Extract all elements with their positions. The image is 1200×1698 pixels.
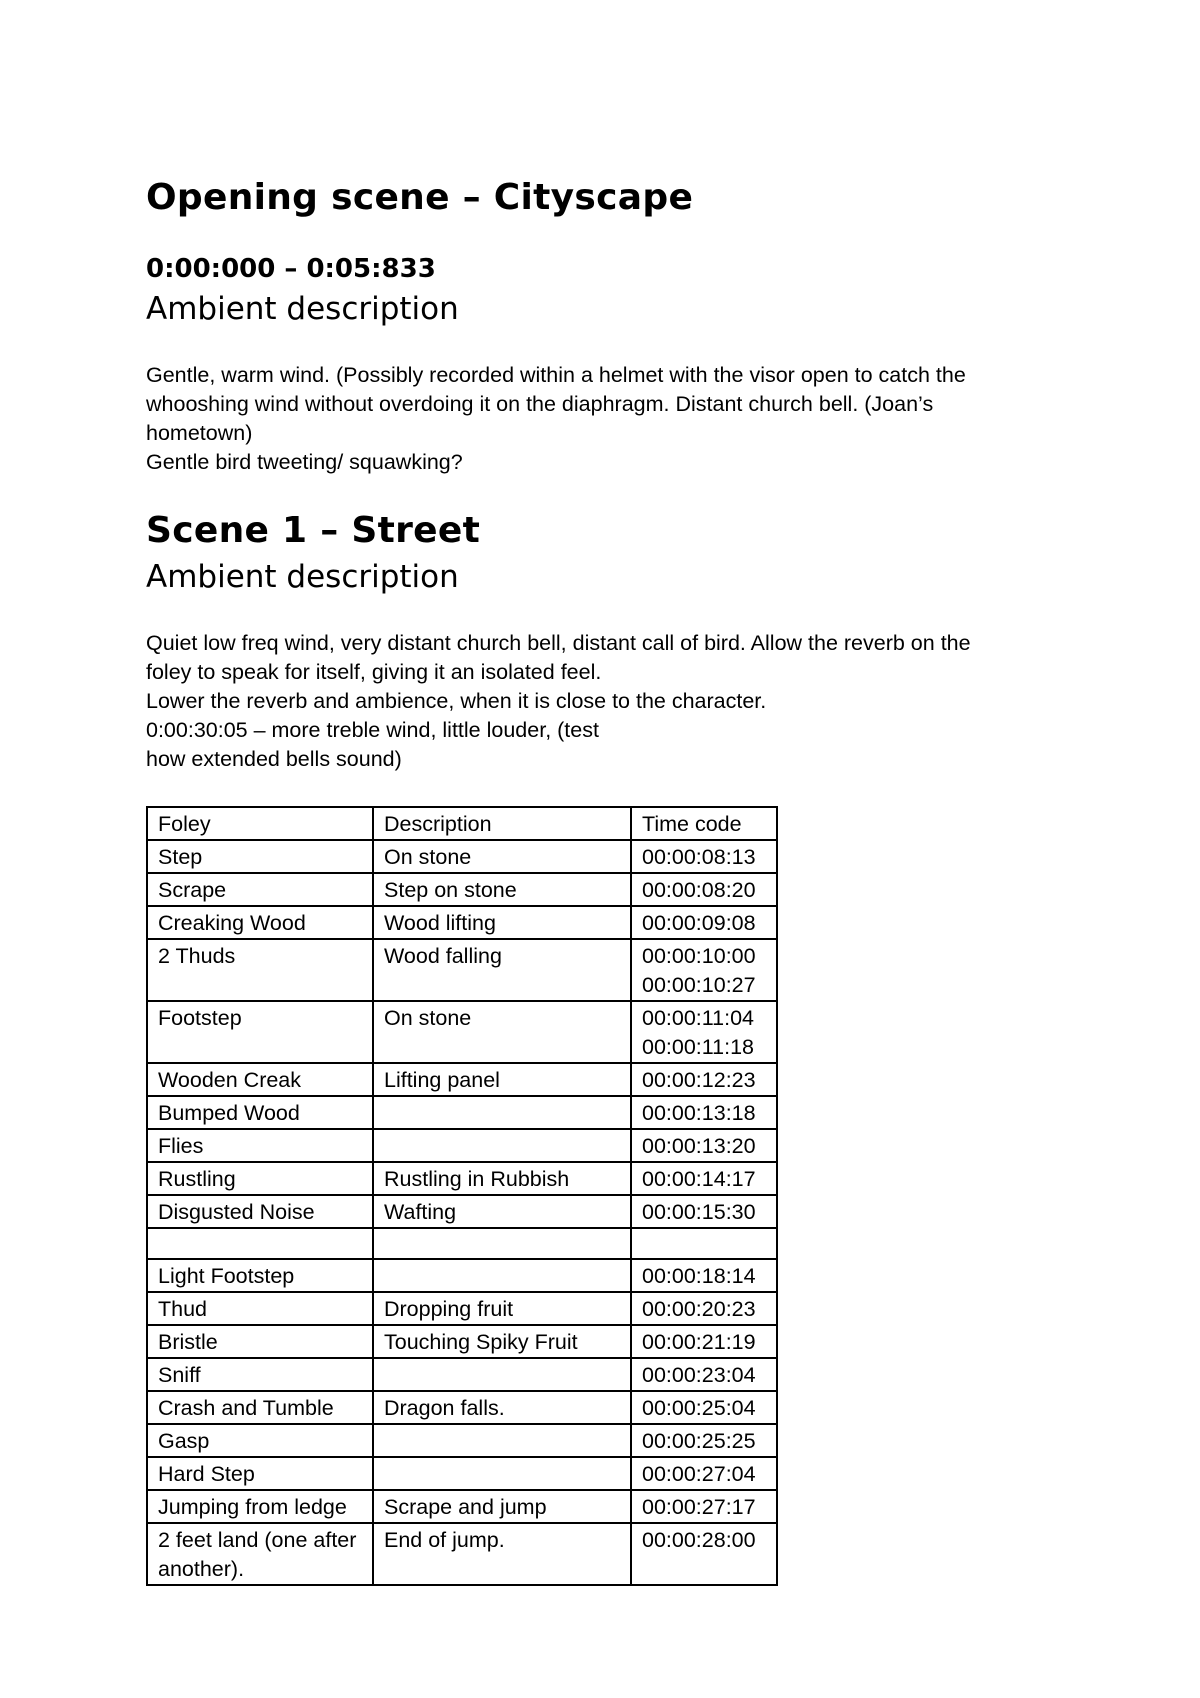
time-code: 00:00:11:18 bbox=[642, 1035, 754, 1059]
time-code: 00:00:09:08 bbox=[642, 911, 756, 935]
cell-time-code bbox=[631, 1292, 777, 1325]
cell-time-code bbox=[631, 1457, 777, 1490]
cell-description: Dropping fruit bbox=[373, 1292, 631, 1325]
time-code: 00:00:08:20 bbox=[642, 878, 756, 902]
text-line: hometown) bbox=[146, 421, 253, 445]
cell-description: On stone bbox=[373, 1001, 631, 1063]
time-code: 00:00:10:27 bbox=[642, 973, 756, 997]
header-description: Description bbox=[373, 807, 631, 840]
scene1-ambient-description bbox=[146, 629, 1046, 774]
cell-description bbox=[373, 1457, 631, 1490]
text-line: Gentle bird tweeting/ squawking? bbox=[146, 450, 463, 474]
table-row bbox=[147, 1129, 777, 1162]
time-code: 00:00:28:00 bbox=[642, 1528, 756, 1552]
time-code: 00:00:13:18 bbox=[642, 1101, 756, 1125]
opening-ambient-heading: Ambient description bbox=[146, 291, 459, 327]
cell-time-code bbox=[631, 1523, 777, 1585]
cell-foley: Thud bbox=[147, 1292, 373, 1325]
text-line: Lower the reverb and ambience, when it is close to the character. bbox=[146, 689, 767, 713]
cell-time-code bbox=[631, 1162, 777, 1195]
table-row bbox=[147, 1424, 777, 1457]
time-code: 00:00:14:17 bbox=[642, 1167, 756, 1191]
cell-description bbox=[373, 1096, 631, 1129]
cell-description: Wood lifting bbox=[373, 906, 631, 939]
time-code: 00:00:11:04 bbox=[642, 1006, 754, 1030]
text-line: 0:00:30:05 – more treble wind, little louder, (test bbox=[146, 718, 599, 742]
table-row bbox=[147, 1457, 777, 1490]
cell-time-code bbox=[631, 1259, 777, 1292]
cell-time-code bbox=[631, 1358, 777, 1391]
table-row bbox=[147, 1063, 777, 1096]
table-row bbox=[147, 1096, 777, 1129]
time-code: 00:00:08:13 bbox=[642, 845, 756, 869]
time-code: 00:00:25:25 bbox=[642, 1429, 756, 1453]
cell-time-code bbox=[631, 1490, 777, 1523]
time-code: 00:00:18:14 bbox=[642, 1264, 756, 1288]
time-code: 00:00:13:20 bbox=[642, 1134, 756, 1158]
text-line: whooshing wind without overdoing it on the diaphragm. Distant church bell. (Joan’s bbox=[146, 392, 934, 416]
table-row bbox=[147, 1228, 777, 1259]
cell-time-code bbox=[631, 1195, 777, 1228]
cell-description: End of jump. bbox=[373, 1523, 631, 1585]
cell-description bbox=[373, 1424, 631, 1457]
cell-foley: Step bbox=[147, 840, 373, 873]
cell-foley: Hard Step bbox=[147, 1457, 373, 1490]
table-row bbox=[147, 939, 777, 1001]
table-row bbox=[147, 1259, 777, 1292]
cell-foley: Jumping from ledge bbox=[147, 1490, 373, 1523]
cell-foley bbox=[147, 1228, 373, 1259]
cell-time-code bbox=[631, 1063, 777, 1096]
cell-foley: Wooden Creak bbox=[147, 1063, 373, 1096]
table-row bbox=[147, 1195, 777, 1228]
cell-time-code bbox=[631, 1096, 777, 1129]
cell-foley: Rustling bbox=[147, 1162, 373, 1195]
cell-description: Dragon falls. bbox=[373, 1391, 631, 1424]
cell-time-code bbox=[631, 1424, 777, 1457]
cell-foley: Crash and Tumble bbox=[147, 1391, 373, 1424]
cell-foley: Disgusted Noise bbox=[147, 1195, 373, 1228]
cell-time-code bbox=[631, 939, 777, 1001]
table-row bbox=[147, 1001, 777, 1063]
time-code: 00:00:15:30 bbox=[642, 1200, 756, 1224]
time-code: 00:00:25:04 bbox=[642, 1396, 756, 1420]
cell-description: Wafting bbox=[373, 1195, 631, 1228]
time-code: 00:00:20:23 bbox=[642, 1297, 756, 1321]
header-foley: Foley bbox=[147, 807, 373, 840]
time-code: 00:00:27:17 bbox=[642, 1495, 756, 1519]
foley-table bbox=[146, 806, 778, 1586]
cell-description: On stone bbox=[373, 840, 631, 873]
cell-foley: Sniff bbox=[147, 1358, 373, 1391]
text-line: how extended bells sound) bbox=[146, 747, 402, 771]
table-row bbox=[147, 906, 777, 939]
cell-description bbox=[373, 1259, 631, 1292]
table-row bbox=[147, 1490, 777, 1523]
table-header-row bbox=[147, 807, 777, 840]
scene1-ambient-heading: Ambient description bbox=[146, 559, 459, 595]
cell-description: Scrape and jump bbox=[373, 1490, 631, 1523]
time-code: 00:00:10:00 bbox=[642, 944, 756, 968]
cell-foley: Light Footstep bbox=[147, 1259, 373, 1292]
time-code: 00:00:21:19 bbox=[642, 1330, 756, 1354]
cell-foley: Footstep bbox=[147, 1001, 373, 1063]
table-row bbox=[147, 1325, 777, 1358]
table-row bbox=[147, 840, 777, 873]
opening-scene-title: Opening scene – Cityscape bbox=[146, 177, 694, 218]
cell-description: Step on stone bbox=[373, 873, 631, 906]
cell-foley: 2 feet land (one after another). bbox=[147, 1523, 373, 1585]
opening-timecode: 0:00:000 – 0:05:833 bbox=[146, 254, 436, 284]
cell-description: Rustling in Rubbish bbox=[373, 1162, 631, 1195]
header-time-code: Time code bbox=[631, 807, 777, 840]
table-row bbox=[147, 1391, 777, 1424]
cell-time-code bbox=[631, 1129, 777, 1162]
cell-foley: Gasp bbox=[147, 1424, 373, 1457]
cell-description bbox=[373, 1129, 631, 1162]
text-line: Quiet low freq wind, very distant church bell, distant call of bird. Allow the reverb on the bbox=[146, 631, 971, 655]
cell-description bbox=[373, 1228, 631, 1259]
cell-foley: Scrape bbox=[147, 873, 373, 906]
cell-time-code bbox=[631, 840, 777, 873]
cell-foley: Flies bbox=[147, 1129, 373, 1162]
cell-foley: Creaking Wood bbox=[147, 906, 373, 939]
table-row bbox=[147, 1162, 777, 1195]
text-line: foley to speak for itself, giving it an isolated feel. bbox=[146, 660, 602, 684]
table-row bbox=[147, 873, 777, 906]
time-code: 00:00:23:04 bbox=[642, 1363, 756, 1387]
cell-description: Wood falling bbox=[373, 939, 631, 1001]
text-line: Gentle, warm wind. (Possibly recorded within a helmet with the visor open to catch the bbox=[146, 363, 966, 387]
cell-time-code bbox=[631, 873, 777, 906]
time-code: 00:00:27:04 bbox=[642, 1462, 756, 1486]
cell-description: Touching Spiky Fruit bbox=[373, 1325, 631, 1358]
table-row bbox=[147, 1358, 777, 1391]
cell-time-code bbox=[631, 1325, 777, 1358]
scene1-title: Scene 1 – Street bbox=[146, 510, 481, 551]
cell-foley: 2 Thuds bbox=[147, 939, 373, 1001]
cell-description: Lifting panel bbox=[373, 1063, 631, 1096]
cell-time-code bbox=[631, 1001, 777, 1063]
cell-time-code bbox=[631, 1228, 777, 1259]
cell-time-code bbox=[631, 1391, 777, 1424]
cell-foley: Bristle bbox=[147, 1325, 373, 1358]
opening-ambient-description bbox=[146, 361, 1046, 477]
cell-description bbox=[373, 1358, 631, 1391]
table-row bbox=[147, 1523, 777, 1585]
time-code: 00:00:12:23 bbox=[642, 1068, 756, 1092]
cell-time-code bbox=[631, 906, 777, 939]
table-row bbox=[147, 1292, 777, 1325]
cell-foley: Bumped Wood bbox=[147, 1096, 373, 1129]
